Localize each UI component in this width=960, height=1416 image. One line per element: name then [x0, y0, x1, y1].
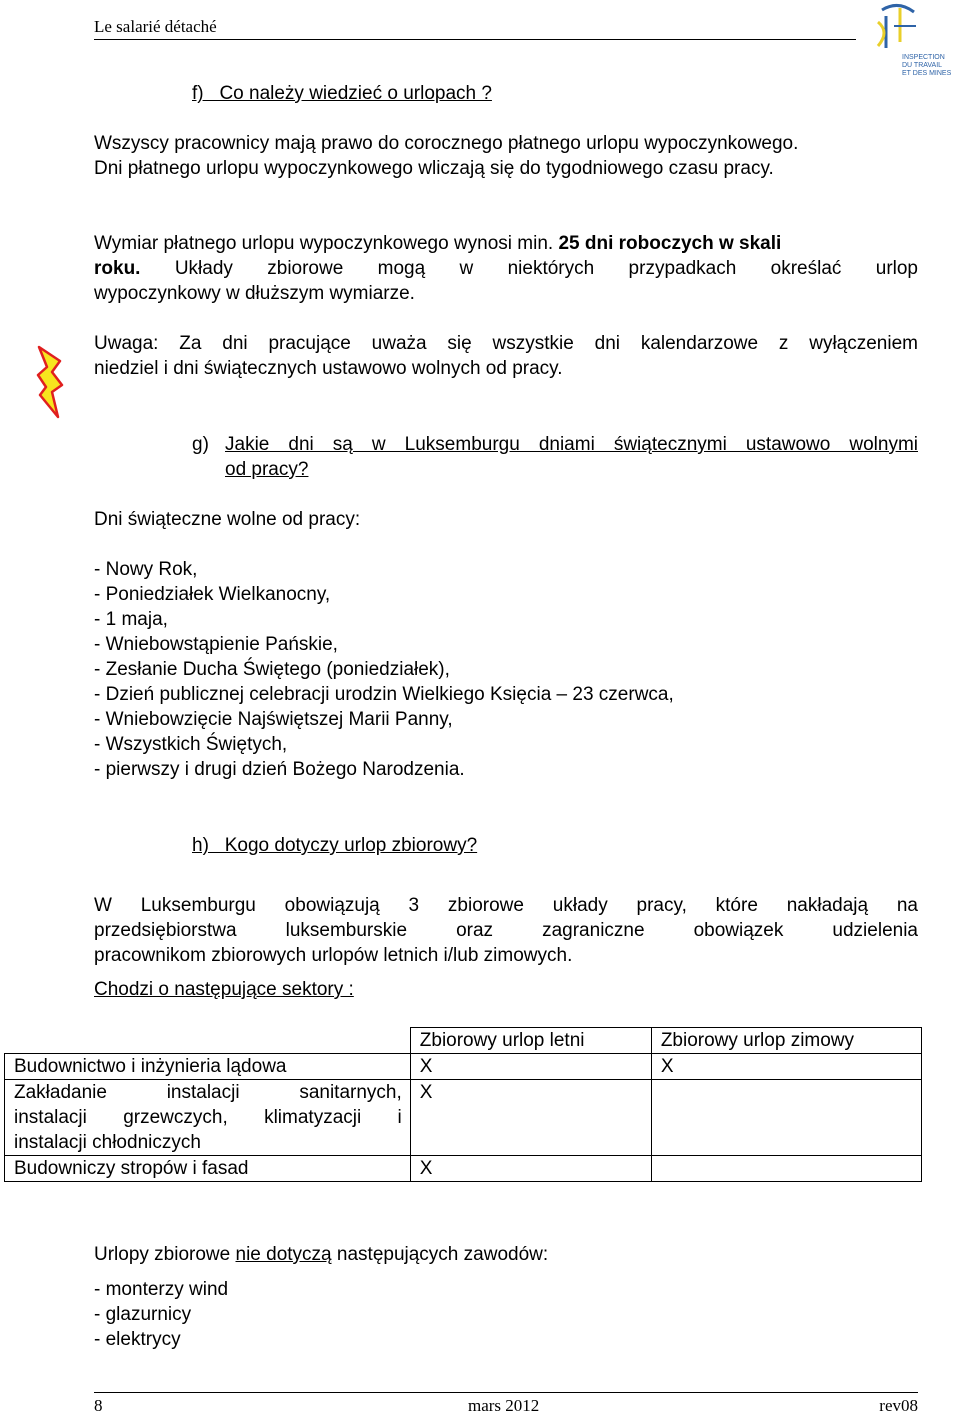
table-header-cell: Zbiorowy urlop letni: [410, 1028, 651, 1054]
not-concerned-intro: [94, 1242, 918, 1267]
text-line: wypoczynkowy w dłuższym wymiarze.: [94, 283, 415, 304]
summer-cell: X: [410, 1054, 651, 1080]
document-title: Le salarié détaché: [94, 17, 217, 36]
section-g-label: g): [192, 434, 209, 455]
sectors-label: Chodzi o następujące sektory :: [94, 979, 354, 1000]
logo-text-line: DU TRAVAIL: [902, 62, 943, 69]
sector-line: instalacji grzewczych, klimatyzacji i: [14, 1107, 402, 1128]
list-item: - 1 maja,: [94, 609, 168, 630]
text-line: przedsiębiorstwa luksemburskie oraz zagraniczne obowiązek udzielenia: [94, 920, 918, 941]
section-f-heading: f) Co należy wiedzieć o urlopach ?: [192, 83, 492, 104]
sector-line: Budowniczy stropów i fasad: [14, 1158, 249, 1179]
list-item: - monterzy wind: [94, 1279, 229, 1300]
text-line: [94, 256, 918, 281]
footer-revision: rev08: [879, 1396, 918, 1415]
table-row: [5, 1156, 922, 1182]
summer-cell: X: [410, 1080, 651, 1156]
text-line: [94, 231, 918, 256]
section-f-paragraph-2: [94, 231, 918, 306]
text-line: W Luksemburgu obowiązują 3 zbiorowe układy pracy, które nakładają na: [94, 895, 918, 916]
itm-logo-mark: [868, 2, 958, 54]
list-item: - Nowy Rok,: [94, 559, 198, 580]
sector-cell: [5, 1080, 411, 1156]
header-rule: [94, 39, 856, 40]
text-line: niedziel i dni świątecznych ustawowo wolnych od pracy.: [94, 358, 563, 379]
text-line: Dni płatnego urlopu wypoczynkowego wliczają się do tygodniowego czasu pracy.: [94, 158, 774, 179]
table-header-cell: Zbiorowy urlop zimowy: [651, 1028, 921, 1054]
table-header-cell: [5, 1028, 411, 1054]
warning-lightning-icon: [36, 345, 64, 424]
list-item: - Wszystkich Świętych,: [94, 734, 288, 755]
list-item: - Poniedziałek Wielkanocny,: [94, 584, 331, 605]
footer-date: mars 2012: [468, 1396, 540, 1415]
winter-cell: [651, 1080, 921, 1156]
text-line: Wszyscy pracownicy mają prawo do corocznego płatnego urlopu wypoczynkowego.: [94, 133, 799, 154]
collective-leave-table: [4, 1027, 922, 1182]
logo-text-line: ET DES MINES: [902, 70, 952, 77]
holidays-intro: Dni świąteczne wolne od pracy:: [94, 509, 361, 530]
text-fragment: Urlopy zbiorowe: [94, 1244, 236, 1265]
itm-logo: [868, 2, 958, 82]
section-h-paragraph: [94, 893, 918, 968]
heading-line: Jakie dni są w Luksemburgu dniami świątecznymi ustawowo wolnymi: [225, 434, 918, 455]
winter-cell: [651, 1156, 921, 1182]
list-item: - elektrycy: [94, 1329, 181, 1350]
sector-line: Zakładanie instalacji sanitarnych,: [14, 1082, 402, 1103]
section-f-note: [94, 331, 918, 381]
list-item: - Dzień publicznej celebracji urodzin Wielkiego Księcia – 23 czerwca,: [94, 684, 674, 705]
sector-cell: [5, 1054, 411, 1080]
list-item: - pierwszy i drugi dzień Bożego Narodzenia.: [94, 759, 465, 780]
table-row: [5, 1080, 922, 1156]
winter-cell: X: [651, 1054, 921, 1080]
section-f-paragraph-1: [94, 131, 918, 181]
table-row: [5, 1054, 922, 1080]
table-header-row: [5, 1028, 922, 1054]
sector-line: instalacji chłodniczych: [14, 1132, 201, 1153]
emphasis-text: 25 dni roboczych w skali: [558, 233, 782, 254]
sector-line: Budownictwo i inżynieria lądowa: [14, 1056, 287, 1077]
list-item: - Wniebowzięcie Najświętszej Marii Panny,: [94, 709, 453, 730]
sector-cell: [5, 1156, 411, 1182]
logo-text-line: INSPECTION: [902, 54, 945, 61]
emphasis-text: nie dotyczą: [235, 1244, 332, 1265]
holidays-list: [94, 557, 918, 782]
section-h-heading: h) Kogo dotyczy urlop zbiorowy?: [192, 835, 478, 856]
professions-list: [94, 1277, 918, 1352]
text-line: pracownikom zbiorowych urlopów letnich i/lub zimowych.: [94, 945, 573, 966]
page-number: 8: [94, 1396, 103, 1415]
emphasis-text: roku.: [94, 258, 141, 279]
list-item: - Wniebowstąpienie Pańskie,: [94, 634, 338, 655]
list-item: - Zesłanie Ducha Świętego (poniedziałek),: [94, 659, 450, 680]
text-fragment: następujących zawodów:: [331, 1244, 549, 1265]
text-fragment: Układy zbiorowe mogą w niektórych przypadkach określać urlop: [174, 258, 918, 279]
text-line: Uwaga: Za dni pracujące uważa się wszystkie dni kalendarzowe z wyłączeniem: [94, 333, 918, 354]
text-fragment: Wymiar płatnego urlopu wypoczynkowego wynosi min.: [94, 233, 554, 254]
heading-line: od pracy?: [225, 459, 309, 480]
footer-rule: [94, 1392, 918, 1393]
summer-cell: X: [410, 1156, 651, 1182]
list-item: - glazurnicy: [94, 1304, 192, 1325]
section-g-heading: [225, 432, 918, 482]
